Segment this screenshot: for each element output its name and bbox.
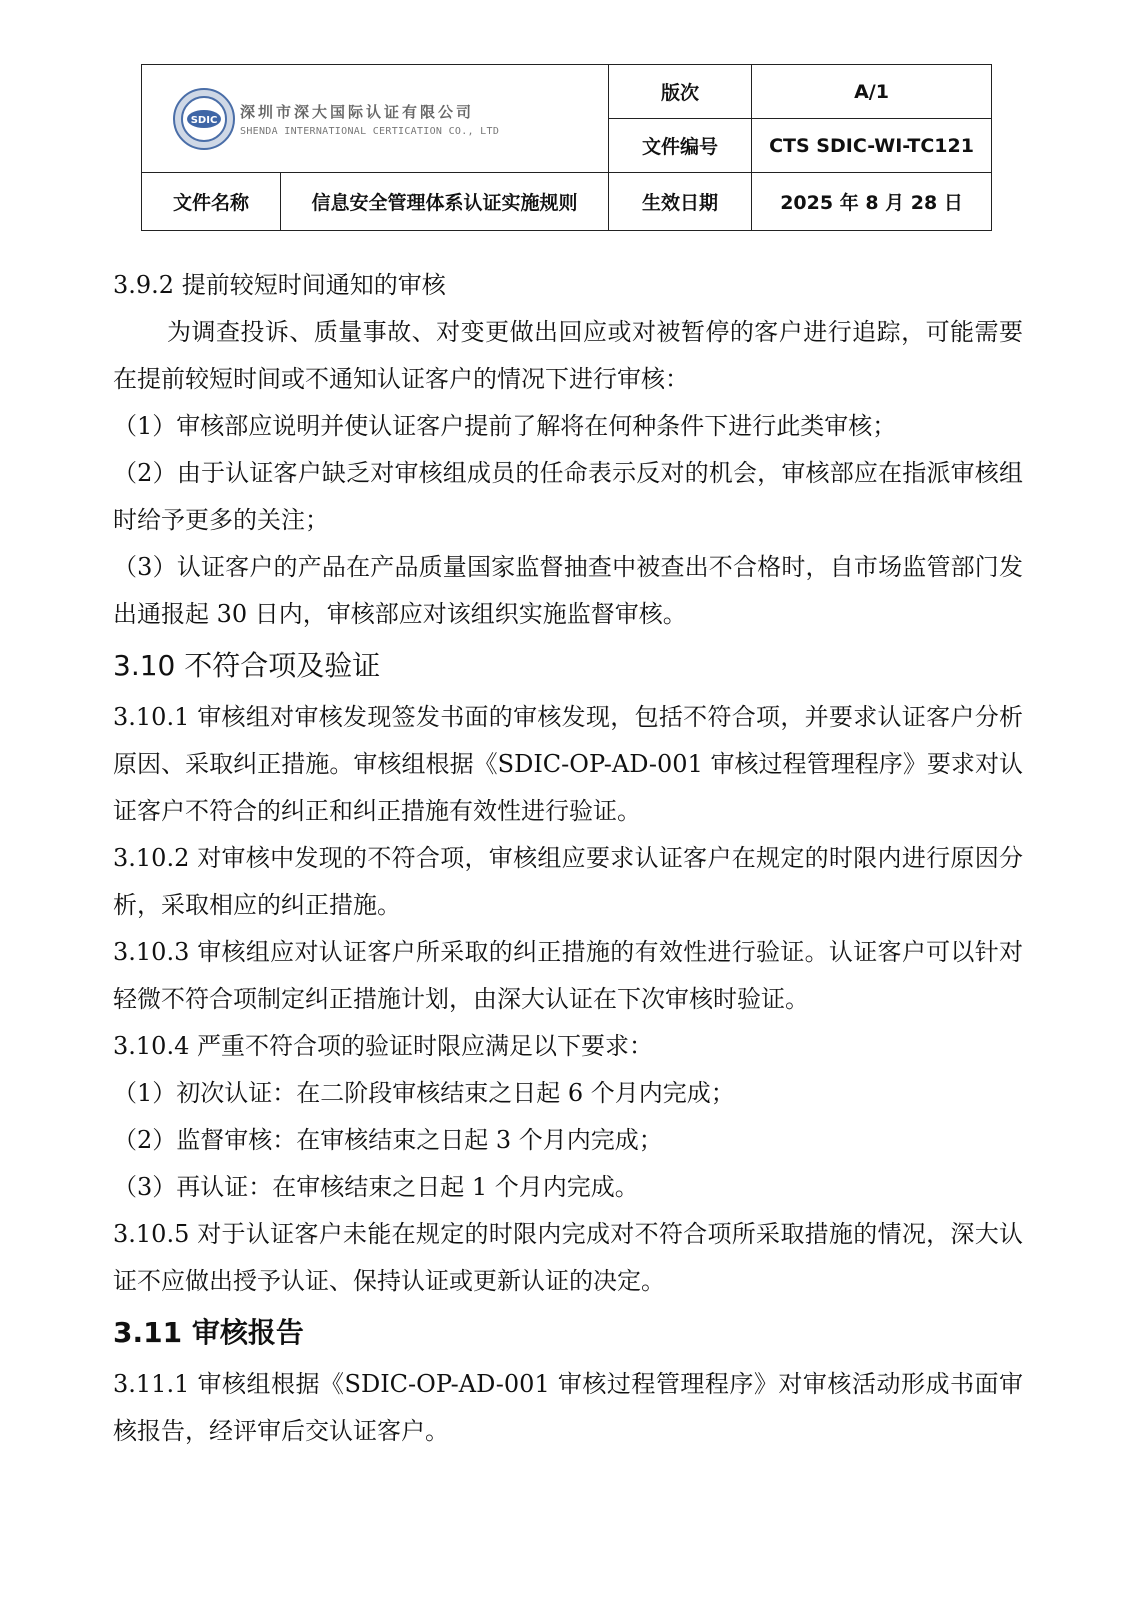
document-body xyxy=(113,262,1023,1455)
section-3-10-4-item-3: （3）再认证：在审核结束之日起 1 个月内完成。 xyxy=(113,1173,639,1201)
section-3-10-3: 3.10.3 审核组应对认证客户所采取的纠正措施的有效性进行验证。认证客户可以针对轻微不符合项制定纠正措施计划，由深大认证在下次审核时验证。 xyxy=(113,938,1023,1013)
section-3-10-4-item-1: （1）初次认证：在二阶段审核结束之日起 6 个月内完成； xyxy=(113,1079,735,1107)
document-header-table xyxy=(141,64,992,231)
section-3-9-2-item-3: （3）认证客户的产品在产品质量国家监督抽查中被查出不合格时，自市场监管部门发出通报起 30 日内，审核部应对该组织实施监督审核。 xyxy=(113,553,1023,628)
section-3-11-1: 3.11.1 审核组根据《SDIC-OP-AD-001 审核过程管理程序》对审核活动形成书面审核报告，经评审后交认证客户。 xyxy=(113,1370,1023,1445)
section-3-9-2-item-1: （1）审核部应说明并使认证客户提前了解将在何种条件下进行此类审核； xyxy=(113,412,897,440)
company-name-cn: 深圳市深大国际认证有限公司 xyxy=(240,102,475,121)
section-3-10-4: 3.10.4 严重不符合项的验证时限应满足以下要求： xyxy=(113,1032,653,1060)
section-3-11-heading: 3.11 审核报告 xyxy=(113,1316,304,1349)
doc-name-label: 文件名称 xyxy=(142,173,281,231)
section-3-10-heading: 3.10 不符合项及验证 xyxy=(113,649,381,682)
doc-name-value: 信息安全管理体系认证实施规则 xyxy=(281,173,609,231)
section-3-10-4-item-2: （2）监督审核：在审核结束之日起 3 个月内完成； xyxy=(113,1126,663,1154)
version-value: A/1 xyxy=(752,65,992,119)
company-name-en: SHENDA INTERNATIONAL CERTICATION CO., LTD xyxy=(240,125,500,137)
section-3-9-2-item-2: （2）由于认证客户缺乏对审核组成员的任命表示反对的机会，审核部应在指派审核组时给予更多的关注； xyxy=(113,459,1023,534)
effective-date-label: 生效日期 xyxy=(609,173,752,231)
version-label: 版次 xyxy=(609,65,752,119)
company-seal-icon xyxy=(172,87,236,151)
section-3-9-2-title: 3.9.2 提前较短时间通知的审核 xyxy=(113,271,446,299)
section-3-9-2-intro: 为调查投诉、质量事故、对变更做出回应或对被暂停的客户进行追踪，可能需要在提前较短时间或不通知认证客户的情况下进行审核： xyxy=(113,318,1023,393)
section-3-10-5: 3.10.5 对于认证客户未能在规定的时限内完成对不符合项所采取措施的情况，深大认证不应做出授予认证、保持认证或更新认证的决定。 xyxy=(113,1220,1023,1295)
effective-date-value: 2025 年 8 月 28 日 xyxy=(752,173,992,231)
doc-number-label: 文件编号 xyxy=(609,119,752,173)
section-3-10-2: 3.10.2 对审核中发现的不符合项，审核组应要求认证客户在规定的时限内进行原因分析，采取相应的纠正措施。 xyxy=(113,844,1023,919)
svg-text:SDIC: SDIC xyxy=(190,114,218,126)
company-logo-cell xyxy=(142,65,609,173)
doc-number-value: CTS SDIC-WI-TC121 xyxy=(752,119,992,173)
section-3-10-1: 3.10.1 审核组对审核发现签发书面的审核发现，包括不符合项，并要求认证客户分析原因、采取纠正措施。审核组根据《SDIC-OP-AD-001 审核过程管理程序》要求对认证客户不符合的纠正和纠正措施有效性进行验证。 xyxy=(113,703,1023,825)
